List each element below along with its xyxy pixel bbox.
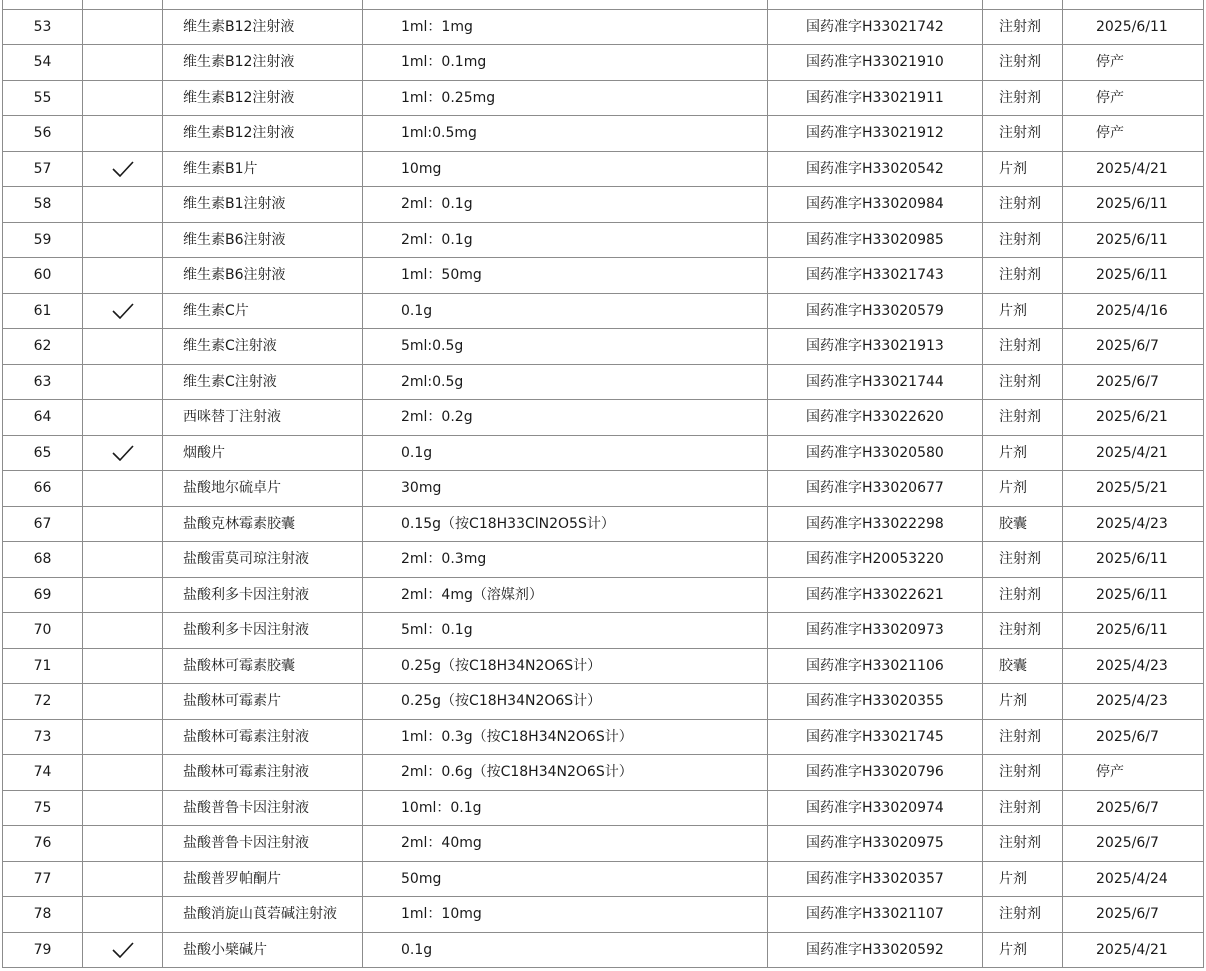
spec-cell: 1ml：50mg bbox=[363, 258, 768, 294]
table-row bbox=[3, 755, 1204, 791]
row-number-cell: 65 bbox=[3, 435, 83, 471]
date-cell: 停产 bbox=[1063, 755, 1204, 791]
dosage-form-cell: 注射剂 bbox=[983, 258, 1063, 294]
table-row bbox=[3, 506, 1204, 542]
table-row bbox=[3, 0, 1204, 9]
drug-name-cell: 盐酸普鲁卡因注射液 bbox=[163, 826, 363, 862]
check-cell bbox=[83, 187, 163, 223]
table-row bbox=[3, 471, 1204, 507]
drug-name-cell: 盐酸地尔硫卓片 bbox=[163, 471, 363, 507]
drug-name-cell: 维生素B1片 bbox=[163, 151, 363, 187]
check-cell bbox=[83, 9, 163, 45]
date-cell: 2025/6/7 bbox=[1063, 790, 1204, 826]
check-cell bbox=[83, 932, 163, 968]
approval-number-cell: 国药准字H33022298 bbox=[768, 506, 983, 542]
dosage-form-cell: 片剂 bbox=[983, 151, 1063, 187]
spec-cell: 10mg bbox=[363, 151, 768, 187]
spec-cell: 30mg bbox=[363, 471, 768, 507]
dosage-form-cell: 注射剂 bbox=[983, 400, 1063, 436]
table-row bbox=[3, 364, 1204, 400]
date-cell: 停产 bbox=[1063, 45, 1204, 81]
check-cell bbox=[83, 329, 163, 365]
check-mark-icon bbox=[112, 942, 134, 958]
date-cell: 2025/4/21 bbox=[1063, 435, 1204, 471]
dosage-form-cell: 注射剂 bbox=[983, 577, 1063, 613]
row-number-cell: 74 bbox=[3, 755, 83, 791]
table-row bbox=[3, 613, 1204, 649]
approval-number-cell: 国药准字H20053220 bbox=[768, 542, 983, 578]
dosage-form-cell: 注射剂 bbox=[983, 719, 1063, 755]
spec-cell: 1ml：1mg bbox=[363, 9, 768, 45]
row-number-cell: 54 bbox=[3, 45, 83, 81]
date-cell: 2025/4/21 bbox=[1063, 932, 1204, 968]
approval-number-cell: 国药准字H33021912 bbox=[768, 116, 983, 152]
spec-cell: 0.1g bbox=[363, 293, 768, 329]
row-number-cell: 79 bbox=[3, 932, 83, 968]
drug-name-cell: 盐酸利多卡因注射液 bbox=[163, 613, 363, 649]
date-cell: 2025/6/7 bbox=[1063, 364, 1204, 400]
approval-number-cell: 国药准字H33021910 bbox=[768, 45, 983, 81]
spec-cell bbox=[363, 0, 768, 9]
spec-cell: 0.25g（按C18H34N2O6S计） bbox=[363, 648, 768, 684]
row-number-cell: 55 bbox=[3, 80, 83, 116]
drug-name-cell: 盐酸林可霉素注射液 bbox=[163, 719, 363, 755]
drug-name-cell: 维生素B6注射液 bbox=[163, 258, 363, 294]
row-number-cell: 60 bbox=[3, 258, 83, 294]
approval-number-cell: 国药准字H33021107 bbox=[768, 897, 983, 933]
check-cell bbox=[83, 258, 163, 294]
date-cell: 2025/4/24 bbox=[1063, 861, 1204, 897]
table-row bbox=[3, 719, 1204, 755]
date-cell: 2025/6/7 bbox=[1063, 897, 1204, 933]
table-row bbox=[3, 897, 1204, 933]
check-cell bbox=[83, 293, 163, 329]
drug-name-cell: 盐酸普鲁卡因注射液 bbox=[163, 790, 363, 826]
check-cell bbox=[83, 80, 163, 116]
row-number-cell: 77 bbox=[3, 861, 83, 897]
date-cell: 2025/6/7 bbox=[1063, 329, 1204, 365]
dosage-form-cell: 片剂 bbox=[983, 471, 1063, 507]
table-row bbox=[3, 329, 1204, 365]
spec-cell: 5ml:0.5g bbox=[363, 329, 768, 365]
date-cell: 2025/6/11 bbox=[1063, 222, 1204, 258]
date-cell: 2025/6/11 bbox=[1063, 542, 1204, 578]
spec-cell: 0.1g bbox=[363, 435, 768, 471]
approval-number-cell: 国药准字H33020580 bbox=[768, 435, 983, 471]
spec-cell: 1ml:0.5mg bbox=[363, 116, 768, 152]
table-row bbox=[3, 542, 1204, 578]
approval-number-cell: 国药准字H33020985 bbox=[768, 222, 983, 258]
dosage-form-cell: 胶囊 bbox=[983, 648, 1063, 684]
check-cell bbox=[83, 542, 163, 578]
table-row bbox=[3, 80, 1204, 116]
date-cell bbox=[1063, 0, 1204, 9]
row-number-cell: 70 bbox=[3, 613, 83, 649]
check-cell bbox=[83, 826, 163, 862]
spec-cell: 2ml：0.1g bbox=[363, 222, 768, 258]
spec-cell: 2ml：0.3mg bbox=[363, 542, 768, 578]
drug-name-cell bbox=[163, 0, 363, 9]
date-cell: 2025/6/7 bbox=[1063, 719, 1204, 755]
approval-number-cell: 国药准字H33020975 bbox=[768, 826, 983, 862]
check-cell bbox=[83, 435, 163, 471]
row-number-cell: 67 bbox=[3, 506, 83, 542]
date-cell: 2025/6/11 bbox=[1063, 613, 1204, 649]
table-row bbox=[3, 790, 1204, 826]
drug-name-cell: 盐酸消旋山莨菪碱注射液 bbox=[163, 897, 363, 933]
row-number-cell: 59 bbox=[3, 222, 83, 258]
check-cell bbox=[83, 506, 163, 542]
check-mark-icon bbox=[112, 445, 134, 461]
dosage-form-cell: 注射剂 bbox=[983, 45, 1063, 81]
approval-number-cell: 国药准字H33020796 bbox=[768, 755, 983, 791]
check-cell bbox=[83, 45, 163, 81]
table-row bbox=[3, 577, 1204, 613]
row-number-cell: 56 bbox=[3, 116, 83, 152]
approval-number-cell: 国药准字H33021745 bbox=[768, 719, 983, 755]
dosage-form-cell: 注射剂 bbox=[983, 364, 1063, 400]
check-cell bbox=[83, 648, 163, 684]
drug-name-cell: 西咪替丁注射液 bbox=[163, 400, 363, 436]
table-row bbox=[3, 648, 1204, 684]
spec-cell: 0.1g bbox=[363, 932, 768, 968]
drug-name-cell: 维生素B12注射液 bbox=[163, 116, 363, 152]
drug-name-cell: 维生素B1注射液 bbox=[163, 187, 363, 223]
date-cell: 2025/6/11 bbox=[1063, 187, 1204, 223]
table-row bbox=[3, 151, 1204, 187]
approval-number-cell: 国药准字H33020542 bbox=[768, 151, 983, 187]
check-mark-icon bbox=[112, 303, 134, 319]
check-cell bbox=[83, 151, 163, 187]
date-cell: 2025/6/11 bbox=[1063, 577, 1204, 613]
approval-number-cell: 国药准字H33020355 bbox=[768, 684, 983, 720]
approval-number-cell: 国药准字H33022620 bbox=[768, 400, 983, 436]
date-cell: 停产 bbox=[1063, 116, 1204, 152]
spec-cell: 2ml：0.1g bbox=[363, 187, 768, 223]
row-number-cell: 71 bbox=[3, 648, 83, 684]
spec-cell: 1ml：0.25mg bbox=[363, 80, 768, 116]
dosage-form-cell: 注射剂 bbox=[983, 222, 1063, 258]
approval-number-cell: 国药准字H33020984 bbox=[768, 187, 983, 223]
approval-number-cell: 国药准字H33020357 bbox=[768, 861, 983, 897]
spec-cell: 2ml：0.6g（按C18H34N2O6S计） bbox=[363, 755, 768, 791]
table-row bbox=[3, 258, 1204, 294]
row-number-cell: 58 bbox=[3, 187, 83, 223]
date-cell: 2025/6/21 bbox=[1063, 400, 1204, 436]
row-number-cell: 78 bbox=[3, 897, 83, 933]
dosage-form-cell: 片剂 bbox=[983, 293, 1063, 329]
dosage-form-cell: 注射剂 bbox=[983, 826, 1063, 862]
approval-number-cell: 国药准字H33021742 bbox=[768, 9, 983, 45]
row-number-cell: 69 bbox=[3, 577, 83, 613]
date-cell: 2025/6/11 bbox=[1063, 9, 1204, 45]
approval-number-cell: 国药准字H33020973 bbox=[768, 613, 983, 649]
dosage-form-cell: 注射剂 bbox=[983, 116, 1063, 152]
spec-cell: 1ml：0.1mg bbox=[363, 45, 768, 81]
row-number-cell: 68 bbox=[3, 542, 83, 578]
spec-cell: 2ml：0.2g bbox=[363, 400, 768, 436]
dosage-form-cell: 注射剂 bbox=[983, 897, 1063, 933]
date-cell: 2025/4/23 bbox=[1063, 684, 1204, 720]
check-mark-icon bbox=[112, 161, 134, 177]
check-cell bbox=[83, 613, 163, 649]
check-cell bbox=[83, 577, 163, 613]
drug-name-cell: 维生素B12注射液 bbox=[163, 45, 363, 81]
drug-name-cell: 烟酸片 bbox=[163, 435, 363, 471]
date-cell: 2025/4/23 bbox=[1063, 648, 1204, 684]
check-cell bbox=[83, 755, 163, 791]
dosage-form-cell: 注射剂 bbox=[983, 187, 1063, 223]
date-cell: 2025/5/21 bbox=[1063, 471, 1204, 507]
approval-number-cell: 国药准字H33020974 bbox=[768, 790, 983, 826]
date-cell: 2025/4/23 bbox=[1063, 506, 1204, 542]
table-row bbox=[3, 400, 1204, 436]
row-number-cell: 73 bbox=[3, 719, 83, 755]
drug-name-cell: 盐酸林可霉素片 bbox=[163, 684, 363, 720]
dosage-form-cell: 注射剂 bbox=[983, 542, 1063, 578]
drug-name-cell: 盐酸林可霉素注射液 bbox=[163, 755, 363, 791]
check-cell bbox=[83, 471, 163, 507]
dosage-form-cell: 注射剂 bbox=[983, 613, 1063, 649]
row-number-cell: 76 bbox=[3, 826, 83, 862]
dosage-form-cell: 胶囊 bbox=[983, 506, 1063, 542]
dosage-form-cell: 注射剂 bbox=[983, 790, 1063, 826]
table-row bbox=[3, 293, 1204, 329]
row-number-cell: 66 bbox=[3, 471, 83, 507]
row-number-cell: 61 bbox=[3, 293, 83, 329]
approval-number-cell: 国药准字H33021106 bbox=[768, 648, 983, 684]
date-cell: 2025/6/7 bbox=[1063, 826, 1204, 862]
drug-table bbox=[2, 0, 1204, 968]
dosage-form-cell: 片剂 bbox=[983, 435, 1063, 471]
date-cell: 停产 bbox=[1063, 80, 1204, 116]
drug-name-cell: 维生素B12注射液 bbox=[163, 9, 363, 45]
table-row bbox=[3, 435, 1204, 471]
approval-number-cell: 国药准字H33021744 bbox=[768, 364, 983, 400]
check-cell bbox=[83, 790, 163, 826]
table-row bbox=[3, 187, 1204, 223]
approval-number-cell: 国药准字H33021911 bbox=[768, 80, 983, 116]
table-row bbox=[3, 932, 1204, 968]
spec-cell: 10ml：0.1g bbox=[363, 790, 768, 826]
spec-cell: 1ml：10mg bbox=[363, 897, 768, 933]
dosage-form-cell: 注射剂 bbox=[983, 755, 1063, 791]
check-cell bbox=[83, 897, 163, 933]
drug-name-cell: 盐酸林可霉素胶囊 bbox=[163, 648, 363, 684]
table-row bbox=[3, 826, 1204, 862]
check-cell bbox=[83, 684, 163, 720]
check-cell bbox=[83, 222, 163, 258]
approval-number-cell: 国药准字H33022621 bbox=[768, 577, 983, 613]
approval-number-cell: 国药准字H33020579 bbox=[768, 293, 983, 329]
row-number-cell: 75 bbox=[3, 790, 83, 826]
drug-name-cell: 维生素B6注射液 bbox=[163, 222, 363, 258]
spec-cell: 1ml：0.3g（按C18H34N2O6S计） bbox=[363, 719, 768, 755]
dosage-form-cell: 片剂 bbox=[983, 861, 1063, 897]
spec-cell: 5ml：0.1g bbox=[363, 613, 768, 649]
spec-cell: 2ml：4mg（溶媒剂） bbox=[363, 577, 768, 613]
row-number-cell: 53 bbox=[3, 9, 83, 45]
drug-name-cell: 维生素C注射液 bbox=[163, 364, 363, 400]
drug-name-cell: 维生素B12注射液 bbox=[163, 80, 363, 116]
row-number-cell: 57 bbox=[3, 151, 83, 187]
spec-cell: 0.25g（按C18H34N2O6S计） bbox=[363, 684, 768, 720]
approval-number-cell: 国药准字H33020592 bbox=[768, 932, 983, 968]
dosage-form-cell: 片剂 bbox=[983, 684, 1063, 720]
spec-cell: 0.15g（按C18H33ClN2O5S计） bbox=[363, 506, 768, 542]
table-row bbox=[3, 684, 1204, 720]
drug-name-cell: 盐酸雷莫司琼注射液 bbox=[163, 542, 363, 578]
approval-number-cell: 国药准字H33021913 bbox=[768, 329, 983, 365]
drug-name-cell: 盐酸普罗帕酮片 bbox=[163, 861, 363, 897]
approval-number-cell bbox=[768, 0, 983, 9]
row-number-cell: 62 bbox=[3, 329, 83, 365]
table-row bbox=[3, 45, 1204, 81]
dosage-form-cell: 注射剂 bbox=[983, 80, 1063, 116]
drug-name-cell: 盐酸克林霉素胶囊 bbox=[163, 506, 363, 542]
approval-number-cell: 国药准字H33021743 bbox=[768, 258, 983, 294]
drug-name-cell: 盐酸利多卡因注射液 bbox=[163, 577, 363, 613]
table-row bbox=[3, 222, 1204, 258]
spec-cell: 2ml:0.5g bbox=[363, 364, 768, 400]
drug-name-cell: 维生素C注射液 bbox=[163, 329, 363, 365]
check-cell bbox=[83, 116, 163, 152]
date-cell: 2025/4/21 bbox=[1063, 151, 1204, 187]
approval-number-cell: 国药准字H33020677 bbox=[768, 471, 983, 507]
spec-cell: 2ml：40mg bbox=[363, 826, 768, 862]
spec-cell: 50mg bbox=[363, 861, 768, 897]
check-cell bbox=[83, 364, 163, 400]
drug-name-cell: 盐酸小檗碱片 bbox=[163, 932, 363, 968]
check-cell bbox=[83, 0, 163, 9]
check-cell bbox=[83, 719, 163, 755]
row-number-cell bbox=[3, 0, 83, 9]
drug-name-cell: 维生素C片 bbox=[163, 293, 363, 329]
row-number-cell: 72 bbox=[3, 684, 83, 720]
check-cell bbox=[83, 400, 163, 436]
date-cell: 2025/6/11 bbox=[1063, 258, 1204, 294]
table-row bbox=[3, 861, 1204, 897]
drug-table-body bbox=[3, 0, 1204, 968]
row-number-cell: 64 bbox=[3, 400, 83, 436]
dosage-form-cell: 注射剂 bbox=[983, 329, 1063, 365]
check-cell bbox=[83, 861, 163, 897]
table-row bbox=[3, 9, 1204, 45]
date-cell: 2025/4/16 bbox=[1063, 293, 1204, 329]
dosage-form-cell bbox=[983, 0, 1063, 9]
row-number-cell: 63 bbox=[3, 364, 83, 400]
dosage-form-cell: 片剂 bbox=[983, 932, 1063, 968]
table-row bbox=[3, 116, 1204, 152]
dosage-form-cell: 注射剂 bbox=[983, 9, 1063, 45]
